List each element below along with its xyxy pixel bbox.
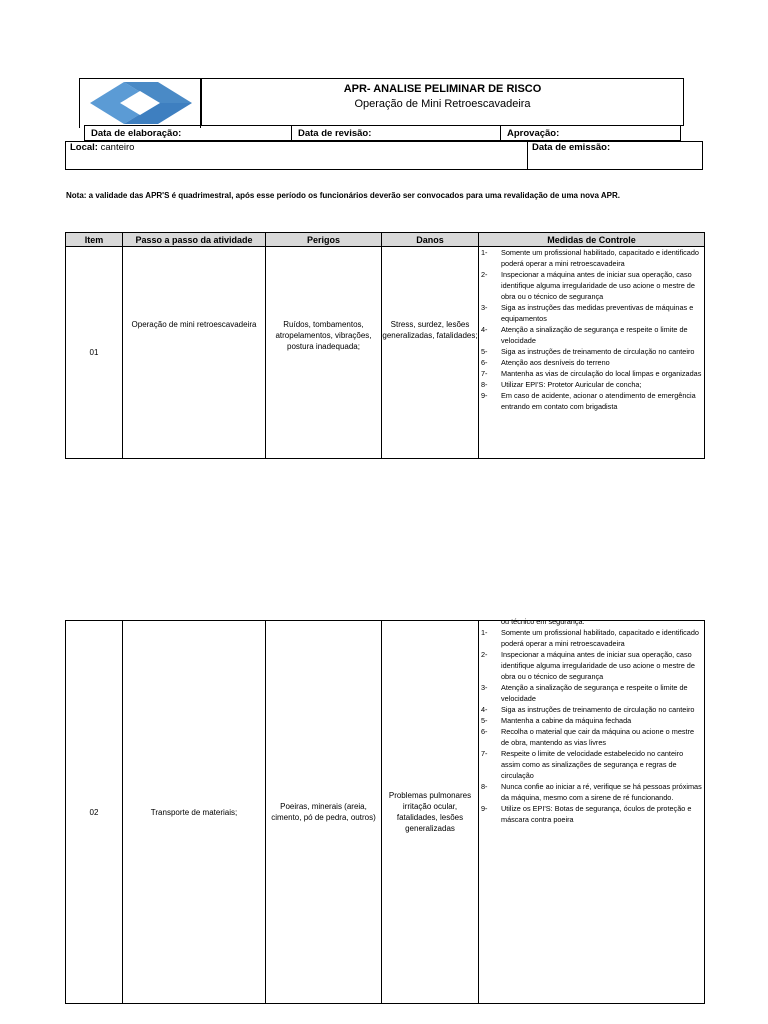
- title-box: [201, 78, 684, 126]
- measure-item: [479, 704, 704, 715]
- measure-number: 4-: [481, 705, 488, 714]
- measure-number: 3-: [481, 683, 488, 692]
- column-header-medidas: Medidas de Controle: [479, 233, 705, 247]
- measure-text: Somente um profissional habilitado, capacitado e identificado poderá operar a mini retroescavadeira: [501, 248, 699, 268]
- measure-number: 3-: [481, 303, 488, 312]
- data-elaboracao-field: Data de elaboração:: [84, 125, 292, 141]
- measure-item: [479, 302, 704, 324]
- measure-number: 2-: [481, 270, 488, 279]
- measure-text: Somente um profissional habilitado, capacitado e identificado poderá operar a mini retroescavadeira: [501, 628, 699, 648]
- measure-number: 5-: [481, 716, 488, 725]
- measure-number: 2-: [481, 650, 488, 659]
- measure-item: [479, 346, 704, 357]
- item-cell: 02: [66, 621, 123, 1004]
- risk-table-2: [65, 617, 705, 1004]
- measure-number: 7-: [481, 749, 488, 758]
- diamond-logo-icon: [80, 79, 200, 127]
- measure-text: Em caso de acidente, acionar o atendimento de emergência entrando em contato com brigadista: [501, 391, 696, 411]
- measure-item: [479, 803, 704, 825]
- document-title: APR- ANALISE PELIMINAR DE RISCO: [343, 83, 542, 95]
- danos-cell: Stress, surdez, lesões generalizadas, fatalidades;: [382, 247, 479, 459]
- measure-item: [479, 247, 704, 269]
- measure-text: Utilizar EPI'S: Protetor Auricular de concha;: [501, 380, 642, 389]
- measure-number: 6-: [481, 358, 488, 367]
- perigos-cell: Ruídos, tombamentos, atropelamentos, vibrações, postura inadequada;: [266, 247, 382, 459]
- document-subtitle: Operação de Mini Retroescavadeira: [354, 98, 531, 110]
- measure-text: Atenção a sinalização de segurança e respeite o limite de velocidade: [501, 325, 688, 345]
- risk-table-1: [65, 232, 705, 459]
- measure-text: Siga as instruções das medidas preventivas de máquinas e equipamentos: [501, 303, 694, 323]
- atividade-cell: Operação de mini retroescavadeira: [123, 247, 266, 459]
- measure-number: 9-: [481, 391, 488, 400]
- measure-number: 4-: [481, 325, 488, 334]
- logo-container: [79, 78, 201, 128]
- medidas-cell: [479, 247, 705, 459]
- local-value: canteiro: [100, 142, 135, 153]
- measure-item: [479, 748, 704, 781]
- measure-text: Mantenha a cabine da máquina fechada: [501, 716, 632, 725]
- perigos-cell: Poeiras, minerais (areia, cimento, pó de pedra, outros): [266, 621, 382, 1004]
- data-revisao-field: Data de revisão:: [291, 125, 501, 141]
- measure-item: [479, 781, 704, 803]
- measure-text: Siga as instruções de treinamento de circulação no canteiro: [501, 705, 695, 714]
- local-field: [65, 141, 528, 170]
- measure-text: Respeite o limite de velocidade estabelecido no canteiro assim como as sinalizações de segurança e regras de circulação: [501, 749, 684, 780]
- data-emissao-field: Data de emissão:: [527, 141, 703, 170]
- measure-number: 6-: [481, 727, 488, 736]
- atividade-cell: Transporte de materiais;: [123, 621, 266, 1004]
- aprovacao-field: Aprovação:: [500, 125, 681, 141]
- measure-item: [479, 627, 704, 649]
- item-cell: 01: [66, 247, 123, 459]
- measure-number: 8-: [481, 782, 488, 791]
- measure-number: 9-: [481, 804, 488, 813]
- table-header-row: [66, 233, 705, 247]
- measure-item: [479, 357, 704, 368]
- measure-text: Utilize os EPI'S: Botas de segurança, óculos de proteção e máscara contra poeira: [501, 804, 692, 824]
- measure-item: [479, 379, 704, 390]
- measure-item: [479, 390, 704, 412]
- measure-item: [479, 324, 704, 346]
- measure-text: Siga as instruções de treinamento de circulação no canteiro: [501, 347, 695, 356]
- measure-text: Mantenha as vias de circulação do local limpas e organizadas: [501, 369, 702, 378]
- measure-text: Atenção a sinalização de segurança e respeite o limite de velocidade: [501, 683, 688, 703]
- measure-text: Nunca confie ao iniciar a ré, verifique se há pessoas próximas da máquina, mesmo com a sirene de ré funcionando.: [501, 782, 702, 802]
- measure-number: 1-: [481, 628, 488, 637]
- measure-item: [479, 715, 704, 726]
- table-row: [66, 247, 705, 459]
- table-row: [66, 621, 705, 1004]
- measure-item: [479, 649, 704, 682]
- local-label: Local:: [70, 142, 98, 153]
- measure-number: 5-: [481, 347, 488, 356]
- measure-item: [479, 726, 704, 748]
- measure-text: Atenção aos desníveis do terreno: [501, 358, 610, 367]
- measure-text: Inspecionar a máquina antes de iniciar sua operação, caso identifique alguma irregularidade de uso acione o mestre de obra ou o técnico de segurança: [501, 650, 695, 681]
- column-header-danos: Danos: [382, 233, 479, 247]
- medidas-continuation: ou técnico em segurança.: [501, 617, 585, 626]
- column-header-item: Item: [66, 233, 123, 247]
- danos-cell: Problemas pulmonares irritação ocular, fatalidades, lesões generalizadas: [382, 621, 479, 1004]
- measure-number: 7-: [481, 369, 488, 378]
- measure-item: [479, 682, 704, 704]
- measure-item: [479, 269, 704, 302]
- measure-number: 8-: [481, 380, 488, 389]
- measure-text: Inspecionar a máquina antes de iniciar sua operação, caso identifique alguma irregularidade de uso acione o mestre de obra ou o técnico de segurança: [501, 270, 695, 301]
- measure-item: [479, 368, 704, 379]
- measure-number: 1-: [481, 248, 488, 257]
- validity-note: Nota: a validade das APR'S é quadrimestral, após esse período os funcionários deverão ser convocados para uma revalidação de uma nova APR.: [66, 191, 620, 200]
- column-header-perigos: Perigos: [266, 233, 382, 247]
- medidas-cell: [479, 617, 705, 1004]
- column-header-atividade: Passo a passo da atividade: [123, 233, 266, 247]
- measure-text: Recolha o material que cair da máquina ou acione o mestre de obra, mantendo as vias livres: [501, 727, 695, 747]
